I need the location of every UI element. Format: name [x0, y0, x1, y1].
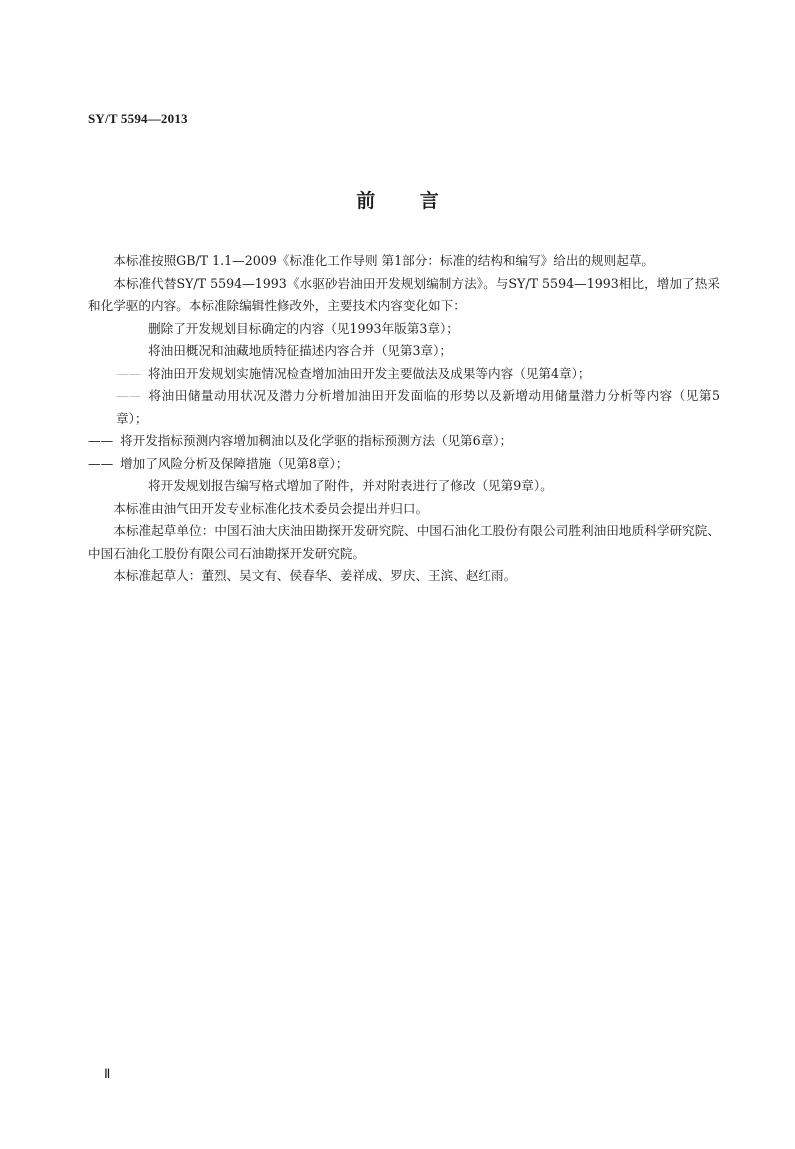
- paragraph-replacement: 本标准代替SY/T 5594—1993《水驱砂岩油田开发规划编制方法》。与SY/T 5594—1993相比，增加了热采和化学驱的内容。本标准除编辑性修改外，主要技术内容变化如下：: [88, 275, 720, 313]
- dash-marker: ——: [88, 433, 114, 448]
- change-item-text: 将开发指标预测内容增加稠油以及化学驱的指标预测方法（见第6章）；: [120, 433, 513, 448]
- change-item: [88, 430, 720, 453]
- paragraph-drafting-rules: 本标准按照GB/T 1.1—2009《标准化工作导则 第1部分：标准的结构和编写》给出的规则起草。: [113, 253, 655, 268]
- change-item-text: 将油田概况和油藏地质特征描述内容合并（见第3章）；: [148, 343, 452, 358]
- change-item: [88, 318, 720, 341]
- change-item-text: 将油田开发规划实施情况检查增加油田开发主要做法及成果等内容（见第4章）；: [148, 365, 591, 381]
- change-item-text: 将油田储量动用状况及潜力分析增加油田开发面临的形势以及新增动用储量潜力分析等内容（见第5章）；: [116, 388, 720, 426]
- change-item-text: 将开发规划报告编写格式增加了附件，并对附表进行了修改（见第9章）。: [148, 478, 553, 493]
- paragraph-drafting-units: 本标准起草单位：中国石油大庆油田勘探开发研究院、中国石油化工股份有限公司胜利油田地质科学研究院、中国石油化工股份有限公司石油勘探开发研究院。: [88, 523, 720, 561]
- page-title: 前 言: [356, 190, 439, 212]
- change-item: [88, 385, 720, 430]
- change-item: [88, 340, 720, 363]
- dash-marker: ——: [116, 365, 142, 381]
- standard-code-header: SY/T 5594—2013: [88, 111, 188, 126]
- change-item-text: 删除了开发规划目标确定的内容（见1993年版第3章）；: [148, 320, 459, 336]
- dash-marker: ——: [116, 388, 142, 403]
- paragraph-proposer: 本标准由油气田开发专业标准化技术委员会提出并归口。: [113, 500, 429, 516]
- change-item: [88, 475, 720, 498]
- change-item-text: 增加了风险分析及保障措施（见第8章）；: [120, 455, 349, 471]
- change-item: [88, 363, 720, 386]
- paragraph-drafters: 本标准起草人：董烈、吴文有、侯春华、姜祥成、罗庆、王滨、赵红雨。: [113, 568, 517, 583]
- dash-marker: ——: [88, 455, 114, 471]
- page-number: Ⅱ: [104, 1066, 111, 1081]
- change-item: [88, 453, 720, 476]
- foreword-body: [88, 250, 720, 588]
